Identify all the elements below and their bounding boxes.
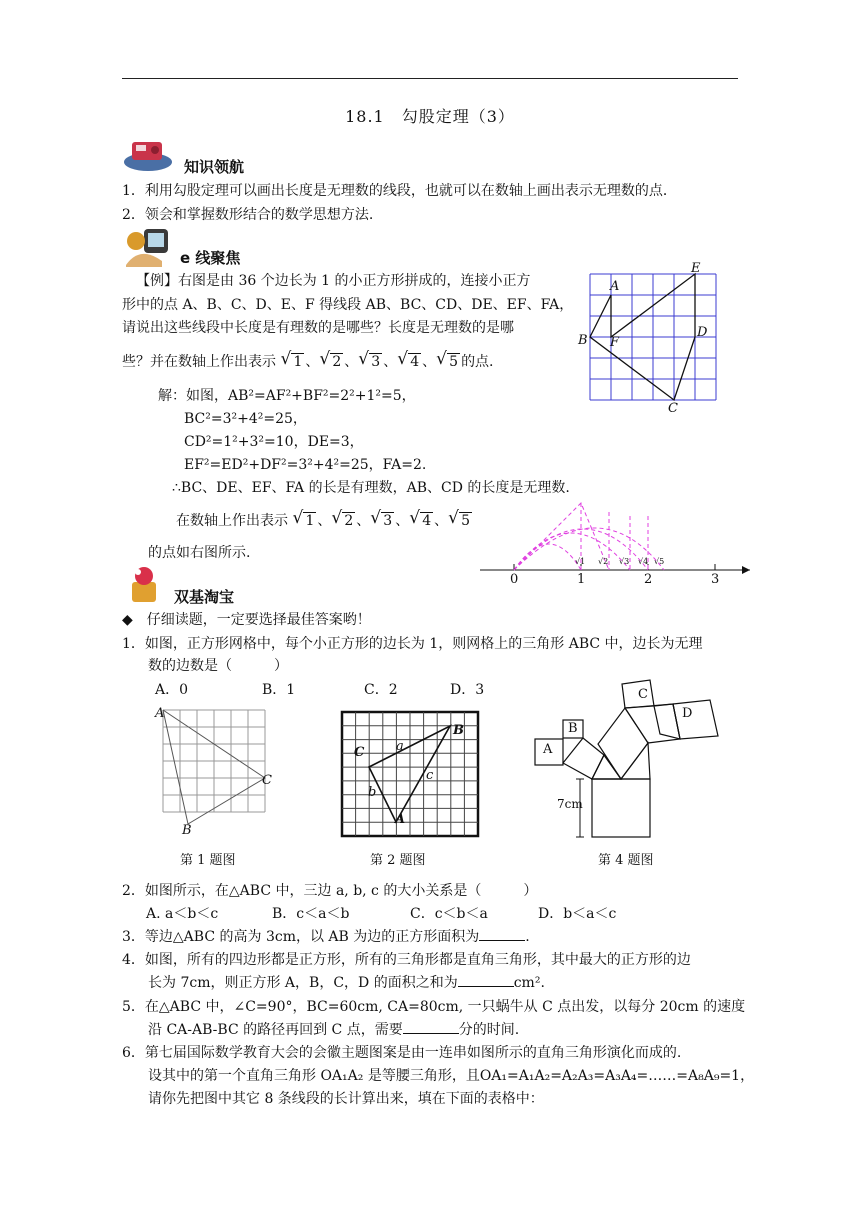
q2-option-d: D．b＜a＜c [538, 906, 617, 922]
sqrt-4b: √ 4 [410, 511, 433, 531]
sqrt-5: √ 5 [437, 352, 460, 372]
knowledge-section-icon [122, 136, 174, 172]
fig2-label-c: c [426, 768, 434, 783]
efocus-section-icon [122, 225, 172, 269]
example-line-4-text: 些？并在数轴上作出表示 [122, 354, 276, 370]
solution-line-1: 解：如图，AB²=AF²+BF²=2²+1²=5， [158, 388, 416, 404]
fig2-label-A: A [395, 812, 406, 827]
fig2-label-b: b [368, 785, 377, 800]
axis-tick-2: 2 [644, 572, 653, 587]
solution-line-6: 在数轴上作出表示 √ 1 、√ 2 、√ 3 、√ 4 、√ 5 [176, 511, 473, 531]
sqrt-3b: √ 3 [371, 511, 394, 531]
figure-4-squares [530, 676, 730, 840]
grid-label-A: A [610, 279, 620, 294]
q6-line-2: 设其中的第一个直角三角形 OA₁A₂ 是等腰三角形，且OA₁=A₁A₂=A₂A₃=A₃A₄=……=A₈A₉=1， [148, 1068, 755, 1084]
axis-tick-1: 1 [577, 572, 586, 587]
sqrt-1b: √ 1 [293, 511, 316, 531]
solution-line-4: EF²=ED²+DF²=3²+4²=25，FA=2. [184, 457, 427, 473]
knowledge-item-1: 1．利用勾股定理可以画出长度是无理数的线段，也就可以在数轴上画出表示无理数的点． [122, 183, 677, 199]
solution-line-5: ∴BC、DE、EF、FA 的长是有理数，AB、CD 的长度是无理数. [172, 480, 570, 496]
grid-label-D: D [697, 325, 708, 340]
q3-answer-blank[interactable] [479, 940, 525, 941]
solution-line-7: 的点如右图所示. [148, 545, 251, 561]
solution-line-3: CD²=1²+3²=10，DE=3， [184, 434, 364, 450]
q2-option-a: A. a＜b＜c [146, 906, 219, 922]
q1-line-1: 1．如图，正方形网格中，每个小正方形的边长为 1，则网格上的三角形 ABC 中，边长为无理 [122, 636, 703, 652]
caption-fig-1: 第 1 题图 [180, 853, 236, 868]
q6-line-1: 6．第七届国际数学教育大会的会徽主题图案是由一连串如图所示的直角三角形演化而成的. [122, 1045, 682, 1061]
caption-fig-2: 第 2 题图 [370, 853, 426, 868]
svg-text:√5: √5 [654, 557, 665, 566]
q6-line-3: 请你先把图中其它 8 条线段的长计算出来，填在下面的表格中： [148, 1091, 544, 1107]
sqrt-5b: √ 5 [449, 511, 472, 531]
q3-line: 3．等边△ABC 的高为 3cm，以 AB 为边的正方形面积为 . [122, 929, 530, 945]
knowledge-item-2: 2．领会和掌握数形结合的数学思想方法. [122, 207, 374, 223]
q1-line-2: 数的边数是（ ） [148, 658, 288, 674]
fig4-label-A: A [543, 742, 553, 757]
header-rule [122, 78, 738, 79]
fig4-label-B: B [568, 721, 578, 736]
basics-section-icon [124, 564, 164, 604]
section-title-efocus: e 线聚焦 [180, 249, 241, 267]
q2-option-b: B．c＜a＜b [272, 906, 350, 922]
fig4-label-C: C [638, 687, 648, 702]
svg-text:√4: √4 [638, 557, 649, 566]
number-line-figure [480, 498, 754, 578]
fig4-label-D: D [682, 706, 693, 721]
q5-answer-blank[interactable] [403, 1033, 459, 1034]
q5-line-1: 5．在△ABC 中，∠C=90°，BC=60cm, CA=80cm, 一只蜗牛从 C 点出发，以每分 20cm 的速度 [122, 999, 746, 1015]
fig1-label-C: C [262, 773, 272, 788]
fig2-label-a: a [396, 739, 404, 754]
sqrt-4: √ 4 [398, 352, 421, 372]
q2-line-1: 2．如图所示，在△ABC 中，三边 a, b, c 的大小关系是（ ） [122, 883, 538, 899]
example-line-2: 形中的点 A、B、C、D、E、F 得线段 AB、BC、CD、DE、EF、FA， [122, 297, 574, 313]
grid-label-E: E [691, 261, 701, 276]
example-line-3: 请说出这些线段中长度是有理数的是哪些？长度是无理数的是哪 [122, 320, 514, 336]
axis-tick-3: 3 [711, 572, 720, 587]
fig4-label-length: 7cm [557, 797, 583, 811]
sqrt-2b: √ 2 [332, 511, 355, 531]
sqrt-3: √ 3 [359, 352, 382, 372]
q2-option-c: C．c＜b＜a [410, 906, 488, 922]
figure-1-grid [163, 710, 267, 826]
fig2-label-C: C [354, 745, 365, 760]
q4-line-2: 长为 7cm，则正方形 A，B，C，D 的面积之和为 cm². [148, 975, 545, 991]
svg-text:√3: √3 [619, 557, 630, 566]
example-line-1: 【例】右图是由 36 个边长为 1 的小正方形拼成的，连接小正方 [136, 273, 531, 289]
svg-text:√1: √1 [575, 557, 586, 566]
q1-option-b: B．1 [262, 682, 296, 698]
instruction-line: ◆ 仔细读题，一定要选择最佳答案哟！ [122, 612, 371, 628]
caption-fig-4: 第 4 题图 [598, 853, 654, 868]
page-title: 18.1 勾股定理（3） [345, 107, 515, 126]
q4-answer-blank[interactable] [458, 986, 514, 987]
grid-label-B: B [578, 333, 588, 348]
fig1-label-A: A [155, 706, 165, 721]
q5-line-2: 沿 CA-AB-BC 的路径再回到 C 点，需要 分的时间. [148, 1022, 520, 1038]
section-title-knowledge: 知识领航 [184, 158, 245, 176]
q1-option-a: A．0 [155, 682, 189, 698]
sqrt-2: √ 2 [320, 352, 343, 372]
sqrt-1: √ 1 [281, 352, 304, 372]
grid-label-C: C [668, 401, 678, 416]
solution-line-2: BC²=3²+4²=25， [184, 411, 307, 427]
axis-tick-0: 0 [510, 572, 519, 587]
fig1-label-B: B [182, 823, 192, 838]
fig2-label-B: B [453, 723, 464, 738]
example-line-4-end: 的点. [461, 354, 494, 370]
q4-line-1: 4．如图，所有的四边形都是正方形，所有的三角形都是直角三角形，其中最大的正方形的边 [122, 952, 691, 968]
example-line-4: 些？并在数轴上作出表示 √ 1 、√ 2 、√ 3 、√ 4 、√ 5 的点. [122, 352, 494, 372]
q1-option-c: C．2 [364, 682, 398, 698]
svg-text:√2: √2 [598, 557, 609, 566]
q1-option-d: D．3 [450, 682, 485, 698]
section-title-basics: 双基淘宝 [174, 588, 235, 606]
grid-label-F: F [610, 335, 620, 350]
